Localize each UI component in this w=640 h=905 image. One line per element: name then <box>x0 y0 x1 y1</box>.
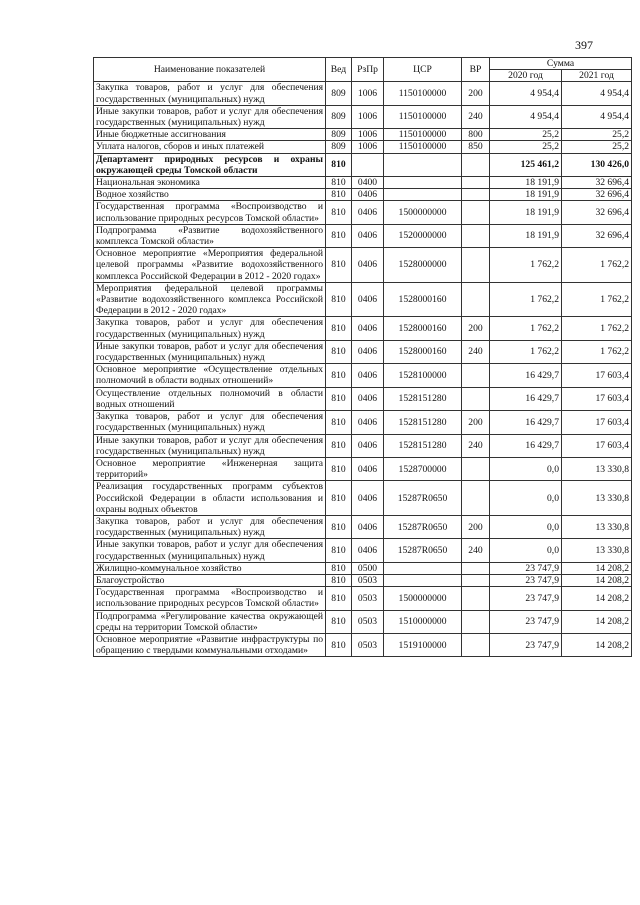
table-row <box>94 248 632 283</box>
header-rzpr: РзПр <box>352 58 384 82</box>
cell-y2020: 25,2 <box>490 129 562 141</box>
table-row <box>94 387 632 410</box>
cell-vr <box>462 587 490 610</box>
cell-ved: 810 <box>326 364 352 387</box>
cell-ved: 809 <box>326 82 352 105</box>
cell-name: Иные закупки товаров, работ и услуг для обеспечения государственных (муниципальных) нужд <box>94 105 326 128</box>
cell-name: Основное мероприятие «Осуществление отдельных полномочий в области водных отношений» <box>94 364 326 387</box>
cell-y2021: 17 603,4 <box>562 434 632 457</box>
cell-y2020: 18 191,9 <box>490 189 562 201</box>
cell-ved: 810 <box>326 457 352 480</box>
cell-y2020: 16 429,7 <box>490 364 562 387</box>
cell-csr: 15287R0650 <box>384 481 462 516</box>
cell-name: Водное хозяйство <box>94 189 326 201</box>
cell-csr: 1520000000 <box>384 224 462 247</box>
cell-ved: 810 <box>326 153 352 176</box>
header-csr: ЦСР <box>384 58 462 82</box>
cell-vr: 850 <box>462 141 490 153</box>
cell-name: Подпрограмма «Развитие водохозяйственного комплекса Томской области» <box>94 224 326 247</box>
cell-vr <box>462 610 490 633</box>
table-row <box>94 515 632 538</box>
cell-y2021: 32 696,4 <box>562 189 632 201</box>
table-row <box>94 129 632 141</box>
header-name: Наименование показателей <box>94 58 326 82</box>
cell-y2020: 23 747,9 <box>490 610 562 633</box>
cell-ved: 810 <box>326 224 352 247</box>
cell-y2020: 1 762,2 <box>490 317 562 340</box>
table-row <box>94 317 632 340</box>
cell-y2020: 23 747,9 <box>490 633 562 656</box>
cell-vr <box>462 201 490 224</box>
cell-csr <box>384 189 462 201</box>
table-body <box>94 82 632 657</box>
cell-y2021: 14 208,2 <box>562 574 632 586</box>
cell-vr: 200 <box>462 82 490 105</box>
cell-rzpr: 0406 <box>352 201 384 224</box>
cell-y2020: 4 954,4 <box>490 82 562 105</box>
table-row <box>94 141 632 153</box>
cell-name: Благоустройство <box>94 574 326 586</box>
cell-name: Государственная программа «Воспроизводство и использование природных ресурсов Томской области» <box>94 587 326 610</box>
cell-name: Иные бюджетные ассигнования <box>94 129 326 141</box>
cell-vr: 200 <box>462 317 490 340</box>
table-row <box>94 224 632 247</box>
cell-ved: 810 <box>326 610 352 633</box>
cell-rzpr: 0406 <box>352 340 384 363</box>
cell-y2020: 16 429,7 <box>490 387 562 410</box>
table-row <box>94 481 632 516</box>
cell-vr <box>462 457 490 480</box>
cell-y2021: 17 603,4 <box>562 387 632 410</box>
cell-y2020: 18 191,9 <box>490 177 562 189</box>
cell-csr: 1528151280 <box>384 434 462 457</box>
cell-ved: 810 <box>326 340 352 363</box>
cell-rzpr: 0406 <box>352 481 384 516</box>
table-row <box>94 434 632 457</box>
header-sum: Сумма <box>490 58 632 70</box>
cell-y2021: 14 208,2 <box>562 562 632 574</box>
cell-y2021: 14 208,2 <box>562 587 632 610</box>
cell-y2021: 32 696,4 <box>562 224 632 247</box>
cell-y2020: 4 954,4 <box>490 105 562 128</box>
cell-ved: 810 <box>326 189 352 201</box>
cell-y2021: 130 426,0 <box>562 153 632 176</box>
cell-ved: 810 <box>326 434 352 457</box>
cell-name: Основное мероприятие «Мероприятия федеральной целевой программы «Развитие водохозяйственного комплекса Российской Федерации в 2012 - 2020 годах» <box>94 248 326 283</box>
cell-y2021: 13 330,8 <box>562 515 632 538</box>
cell-y2020: 0,0 <box>490 515 562 538</box>
cell-name: Реализация государственных программ субъектов Российской Федерации в области использования и охраны водных объектов <box>94 481 326 516</box>
table-row <box>94 457 632 480</box>
cell-y2020: 18 191,9 <box>490 224 562 247</box>
cell-name: Мероприятия федеральной целевой программы «Развитие водохозяйственного комплекса Российской Федерации в 2012 - 2020 годах» <box>94 282 326 317</box>
cell-vr: 240 <box>462 340 490 363</box>
cell-rzpr: 0400 <box>352 177 384 189</box>
cell-name: Жилищно-коммунальное хозяйство <box>94 562 326 574</box>
cell-ved: 809 <box>326 141 352 153</box>
cell-y2021: 1 762,2 <box>562 248 632 283</box>
cell-ved: 809 <box>326 105 352 128</box>
cell-csr: 1150100000 <box>384 129 462 141</box>
cell-ved: 810 <box>326 317 352 340</box>
cell-vr: 240 <box>462 105 490 128</box>
cell-rzpr: 0406 <box>352 515 384 538</box>
cell-y2021: 17 603,4 <box>562 364 632 387</box>
cell-rzpr: 0503 <box>352 610 384 633</box>
cell-name: Закупка товаров, работ и услуг для обеспечения государственных (муниципальных) нужд <box>94 317 326 340</box>
cell-ved: 810 <box>326 539 352 562</box>
cell-csr: 1519100000 <box>384 633 462 656</box>
cell-y2020: 1 762,2 <box>490 248 562 283</box>
cell-name: Закупка товаров, работ и услуг для обеспечения государственных (муниципальных) нужд <box>94 82 326 105</box>
cell-y2021: 14 208,2 <box>562 610 632 633</box>
cell-y2021: 25,2 <box>562 129 632 141</box>
cell-csr <box>384 574 462 586</box>
cell-y2020: 0,0 <box>490 539 562 562</box>
cell-y2020: 0,0 <box>490 457 562 480</box>
cell-name: Подпрограмма «Регулирование качества окружающей среды на территории Томской области» <box>94 610 326 633</box>
cell-vr: 240 <box>462 434 490 457</box>
cell-csr: 1528151280 <box>384 411 462 434</box>
cell-csr: 1510000000 <box>384 610 462 633</box>
cell-y2021: 14 208,2 <box>562 633 632 656</box>
table-row <box>94 201 632 224</box>
cell-vr <box>462 364 490 387</box>
cell-name: Закупка товаров, работ и услуг для обеспечения государственных (муниципальных) нужд <box>94 515 326 538</box>
table-row <box>94 539 632 562</box>
cell-vr <box>462 248 490 283</box>
cell-vr <box>462 481 490 516</box>
cell-rzpr: 1006 <box>352 141 384 153</box>
cell-y2021: 4 954,4 <box>562 105 632 128</box>
cell-csr: 1528100000 <box>384 364 462 387</box>
cell-rzpr: 0406 <box>352 411 384 434</box>
cell-ved: 810 <box>326 574 352 586</box>
cell-ved: 810 <box>326 201 352 224</box>
cell-name: Закупка товаров, работ и услуг для обеспечения государственных (муниципальных) нужд <box>94 411 326 434</box>
cell-ved: 810 <box>326 562 352 574</box>
cell-vr <box>462 153 490 176</box>
cell-csr: 1528151280 <box>384 387 462 410</box>
cell-rzpr: 0406 <box>352 189 384 201</box>
cell-rzpr: 0503 <box>352 587 384 610</box>
cell-vr: 200 <box>462 515 490 538</box>
table-row <box>94 411 632 434</box>
cell-ved: 810 <box>326 633 352 656</box>
cell-name: Государственная программа «Воспроизводство и использование природных ресурсов Томской области» <box>94 201 326 224</box>
cell-csr: 1528700000 <box>384 457 462 480</box>
cell-rzpr: 0406 <box>352 224 384 247</box>
table-row <box>94 364 632 387</box>
header-2020: 2020 год <box>490 70 562 82</box>
table-row <box>94 282 632 317</box>
cell-y2020: 23 747,9 <box>490 574 562 586</box>
cell-y2021: 25,2 <box>562 141 632 153</box>
cell-name: Осуществление отдельных полномочий в области водных отношений <box>94 387 326 410</box>
cell-y2020: 23 747,9 <box>490 587 562 610</box>
cell-csr: 1528000000 <box>384 248 462 283</box>
header-2021: 2021 год <box>562 70 632 82</box>
cell-y2020: 25,2 <box>490 141 562 153</box>
cell-y2021: 4 954,4 <box>562 82 632 105</box>
cell-y2020: 16 429,7 <box>490 411 562 434</box>
cell-rzpr: 0406 <box>352 364 384 387</box>
cell-y2020: 125 461,2 <box>490 153 562 176</box>
cell-vr <box>462 574 490 586</box>
cell-y2020: 18 191,9 <box>490 201 562 224</box>
cell-y2021: 1 762,2 <box>562 340 632 363</box>
table-row <box>94 633 632 656</box>
cell-y2021: 13 330,8 <box>562 457 632 480</box>
cell-csr: 1500000000 <box>384 587 462 610</box>
cell-rzpr: 0406 <box>352 317 384 340</box>
table-row <box>94 587 632 610</box>
table-row <box>94 574 632 586</box>
page-number: 397 <box>575 38 593 52</box>
cell-y2020: 1 762,2 <box>490 282 562 317</box>
cell-ved: 809 <box>326 129 352 141</box>
cell-name: Иные закупки товаров, работ и услуг для обеспечения государственных (муниципальных) нужд <box>94 539 326 562</box>
table-row <box>94 610 632 633</box>
cell-rzpr: 0406 <box>352 282 384 317</box>
cell-vr <box>462 177 490 189</box>
table-row <box>94 153 632 176</box>
cell-vr <box>462 633 490 656</box>
cell-csr: 1528000160 <box>384 317 462 340</box>
cell-ved: 810 <box>326 282 352 317</box>
cell-name: Национальная экономика <box>94 177 326 189</box>
cell-rzpr: 0406 <box>352 434 384 457</box>
cell-vr: 240 <box>462 539 490 562</box>
cell-vr <box>462 189 490 201</box>
cell-csr: 1150100000 <box>384 141 462 153</box>
cell-y2020: 1 762,2 <box>490 340 562 363</box>
header-ved: Вед <box>326 58 352 82</box>
cell-ved: 810 <box>326 481 352 516</box>
cell-csr: 15287R0650 <box>384 515 462 538</box>
cell-csr <box>384 177 462 189</box>
cell-vr <box>462 562 490 574</box>
cell-rzpr: 0500 <box>352 562 384 574</box>
cell-y2020: 0,0 <box>490 481 562 516</box>
header-vr: ВР <box>462 58 490 82</box>
cell-rzpr: 0406 <box>352 457 384 480</box>
cell-y2021: 32 696,4 <box>562 201 632 224</box>
cell-csr: 1150100000 <box>384 82 462 105</box>
cell-name: Уплата налогов, сборов и иных платежей <box>94 141 326 153</box>
cell-rzpr: 0406 <box>352 387 384 410</box>
cell-rzpr: 1006 <box>352 105 384 128</box>
cell-y2020: 23 747,9 <box>490 562 562 574</box>
cell-vr <box>462 224 490 247</box>
cell-vr: 200 <box>462 411 490 434</box>
table-row <box>94 340 632 363</box>
cell-y2020: 16 429,7 <box>490 434 562 457</box>
table-row <box>94 177 632 189</box>
cell-ved: 810 <box>326 587 352 610</box>
cell-vr: 800 <box>462 129 490 141</box>
cell-y2021: 17 603,4 <box>562 411 632 434</box>
cell-y2021: 1 762,2 <box>562 282 632 317</box>
cell-rzpr: 0406 <box>352 248 384 283</box>
table-row <box>94 82 632 105</box>
cell-vr <box>462 387 490 410</box>
cell-ved: 810 <box>326 515 352 538</box>
cell-name: Департамент природных ресурсов и охраны окружающей среды Томской области <box>94 153 326 176</box>
cell-name: Основное мероприятие «Развитие инфраструктуры по обращению с твердыми коммунальными отходами» <box>94 633 326 656</box>
cell-rzpr: 1006 <box>352 129 384 141</box>
cell-rzpr: 0503 <box>352 574 384 586</box>
cell-ved: 810 <box>326 248 352 283</box>
cell-name: Иные закупки товаров, работ и услуг для обеспечения государственных (муниципальных) нужд <box>94 434 326 457</box>
cell-y2021: 13 330,8 <box>562 539 632 562</box>
cell-y2021: 1 762,2 <box>562 317 632 340</box>
cell-rzpr: 0503 <box>352 633 384 656</box>
cell-vr <box>462 282 490 317</box>
cell-rzpr: 1006 <box>352 82 384 105</box>
cell-name: Иные закупки товаров, работ и услуг для обеспечения государственных (муниципальных) нужд <box>94 340 326 363</box>
cell-y2021: 32 696,4 <box>562 177 632 189</box>
cell-csr: 1528000160 <box>384 282 462 317</box>
cell-csr: 1500000000 <box>384 201 462 224</box>
cell-csr: 1528000160 <box>384 340 462 363</box>
table-row <box>94 562 632 574</box>
cell-csr: 15287R0650 <box>384 539 462 562</box>
cell-ved: 810 <box>326 411 352 434</box>
cell-ved: 810 <box>326 177 352 189</box>
cell-y2021: 13 330,8 <box>562 481 632 516</box>
cell-csr <box>384 153 462 176</box>
cell-csr: 1150100000 <box>384 105 462 128</box>
table-row <box>94 189 632 201</box>
cell-csr <box>384 562 462 574</box>
cell-rzpr <box>352 153 384 176</box>
cell-name: Основное мероприятие «Инженерная защита территорий» <box>94 457 326 480</box>
cell-rzpr: 0406 <box>352 539 384 562</box>
cell-ved: 810 <box>326 387 352 410</box>
budget-table <box>93 57 632 657</box>
table-row <box>94 105 632 128</box>
